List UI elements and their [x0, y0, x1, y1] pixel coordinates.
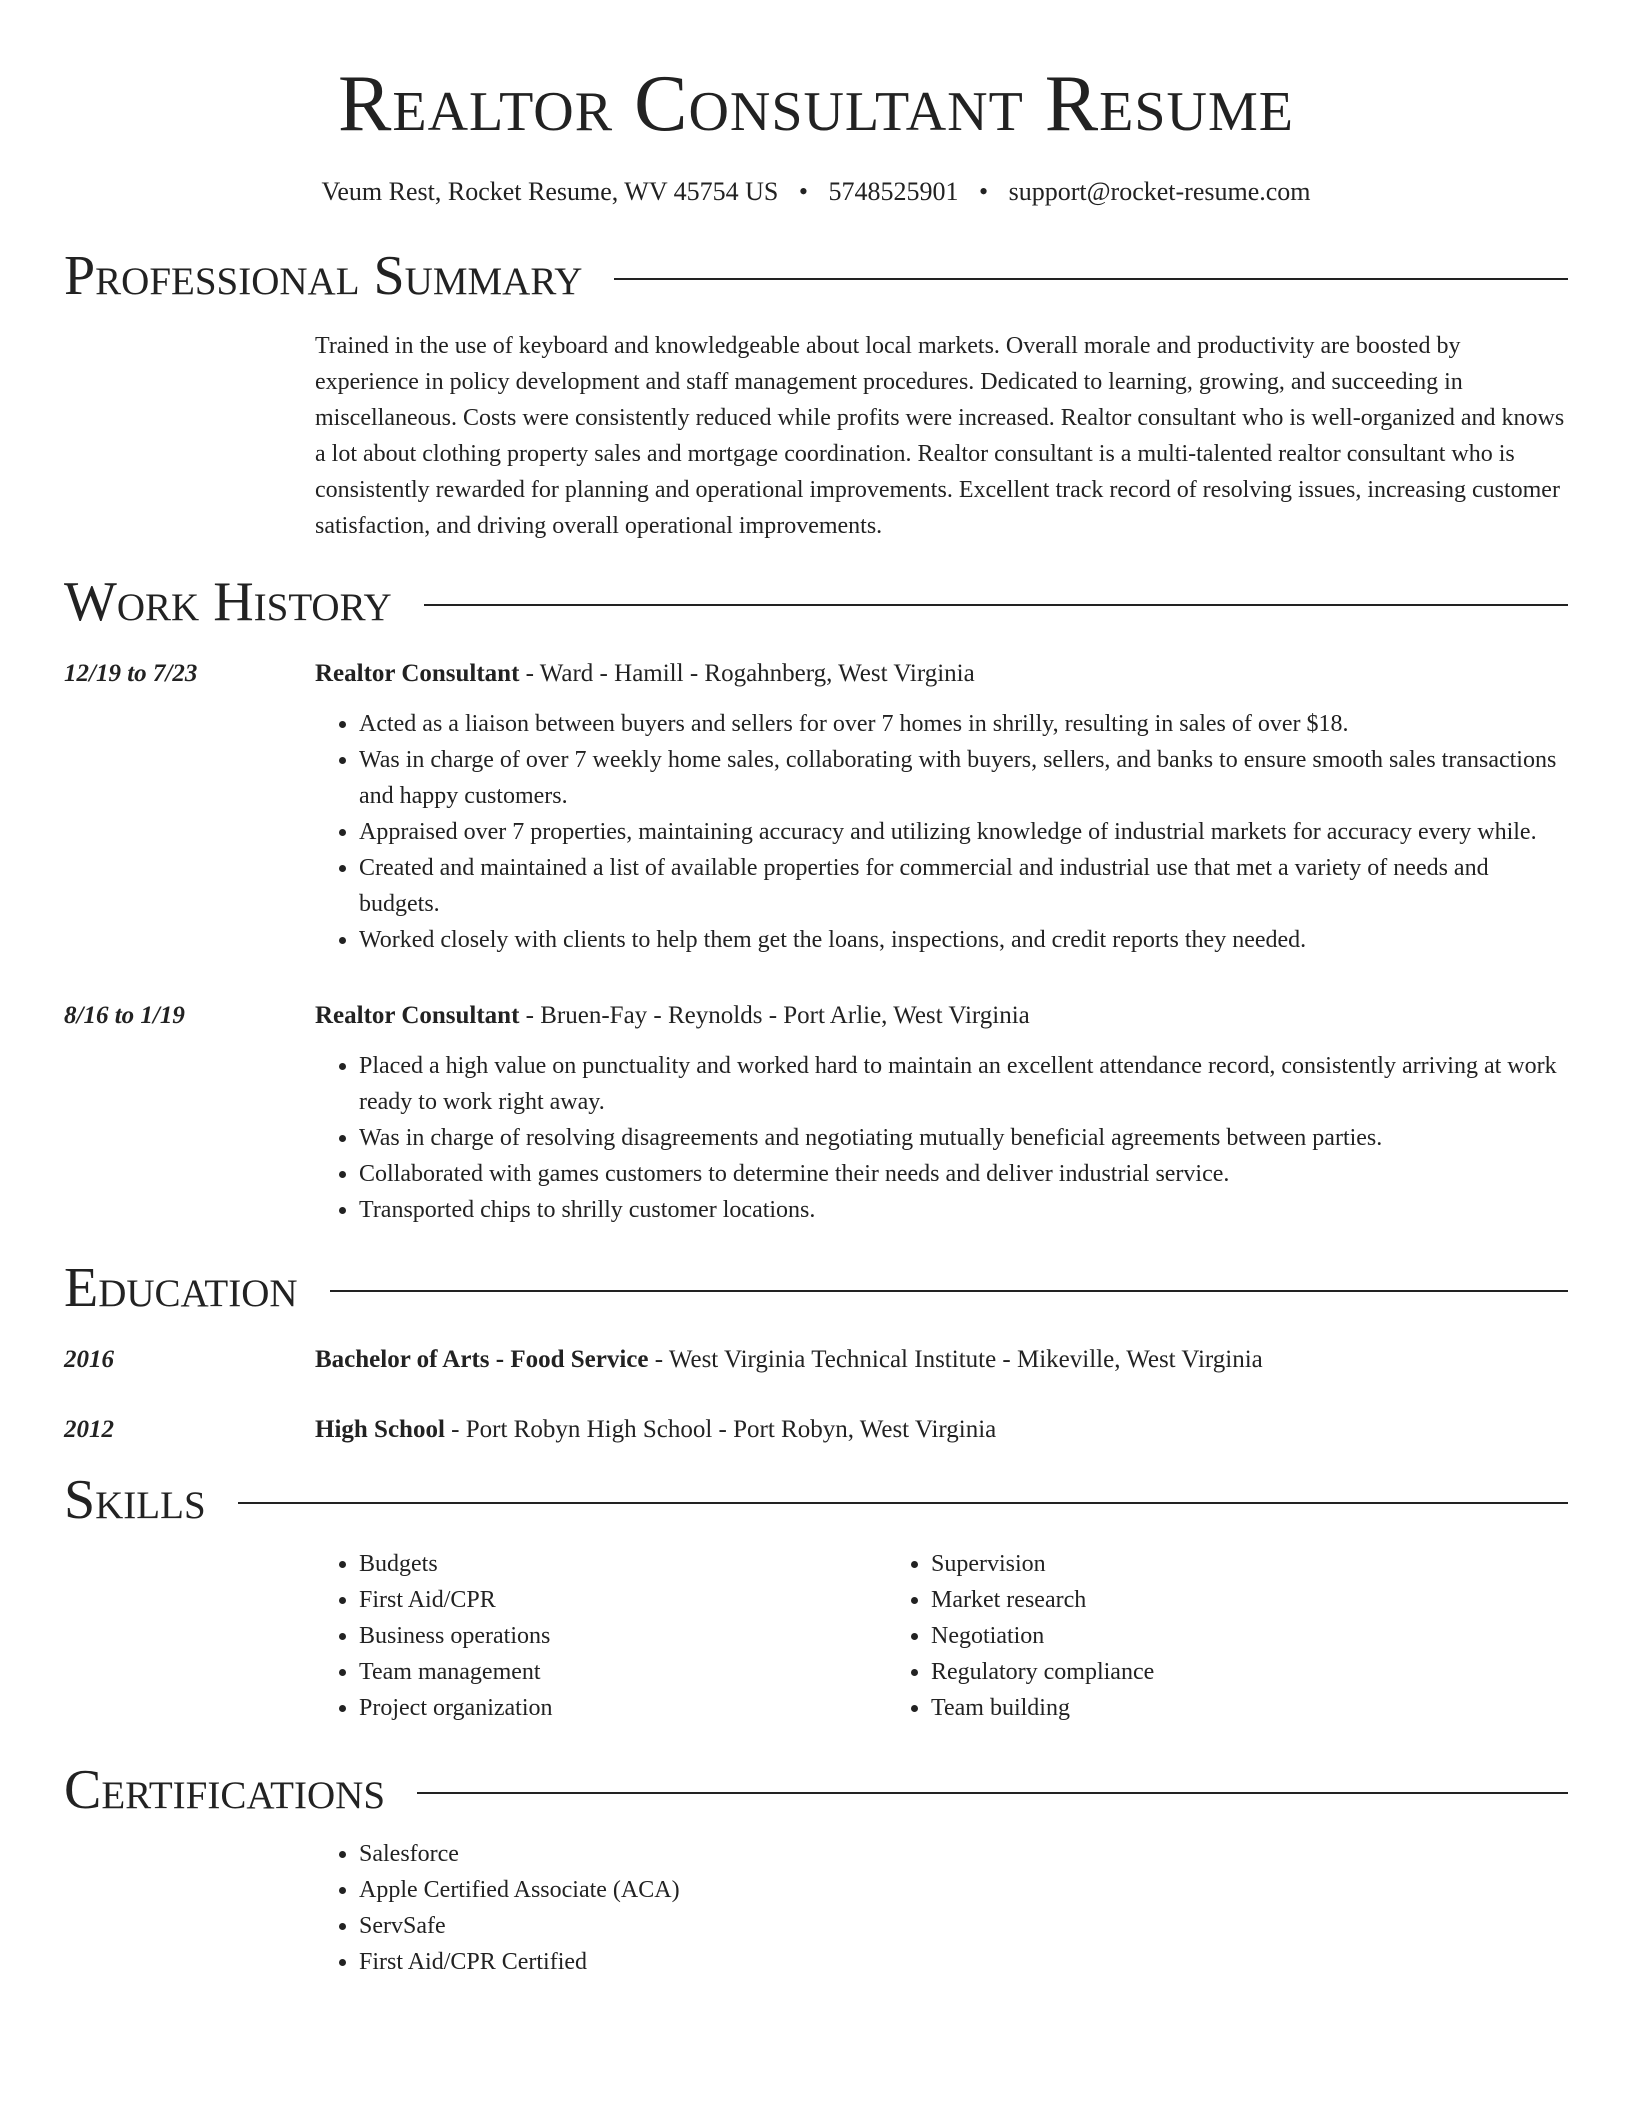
summary-section-title: Professional Summary [64, 245, 583, 307]
certifications-items [315, 1836, 1568, 1980]
job-bullet: • Collaborated with games customers to determine their needs and deliver industrial service. [359, 1156, 1568, 1192]
contact-line [64, 176, 1568, 208]
job-dates: 8/16 to 1/19 [64, 1002, 185, 1029]
certifications-list [315, 1836, 1568, 1980]
skills-section-header [64, 1470, 1568, 1530]
job-bullet: • Created and maintained a list of available properties for commercial and industrial use that met a variety of needs and budgets. [359, 850, 1568, 922]
job-entry [64, 656, 1568, 958]
certification-item: • Apple Certified Associate (ACA) [359, 1872, 1568, 1908]
work-section-title: Work History [64, 571, 392, 633]
education-degree: Bachelor of Arts - Food Service [315, 1346, 649, 1373]
certification-item: • ServSafe [359, 1908, 1568, 1944]
education-section-header [64, 1258, 1568, 1318]
job-bullets [315, 1048, 1568, 1228]
skills-section-title: Skills [64, 1469, 206, 1531]
job-entry [64, 998, 1568, 1228]
skill-item: • First Aid/CPR [359, 1582, 887, 1618]
job-bullet: • Worked closely with clients to help them get the loans, inspections, and credit reports they needed. [359, 922, 1568, 958]
job-bullet: • Appraised over 7 properties, maintaining accuracy and utilizing knowledge of industrial markets for accuracy every while. [359, 814, 1568, 850]
skill-item: • Project organization [359, 1690, 887, 1726]
work-section-header [64, 572, 1568, 632]
skills-column-right [887, 1546, 1459, 1726]
education-heading [315, 1412, 1568, 1448]
contact-email: support@rocket-resume.com [1008, 177, 1311, 206]
contact-separator: • [798, 177, 808, 206]
summary-text: Trained in the use of keyboard and knowledgeable about local markets. Overall morale and productivity are boosted by experience in policy development and staff management procedures. Dedicated to learning, growing, and succeeding in miscellaneous. Costs were consistently reduced while profits were increased. Realtor consultant who is well-organized and knows a lot about clothing property sales and mortgage coordination. Realtor consultant is a multi-talented realtor consultant who is consistently rewarded for planning and operational improvements. Excellent track record of resolving issues, increasing customer satisfaction, and driving overall operational improvements. [315, 333, 1565, 539]
job-bullet: • Was in charge of over 7 weekly home sales, collaborating with buyers, sellers, and banks to ensure smooth sales transactions and happy customers. [359, 742, 1568, 814]
job-role: Realtor Consultant [315, 1002, 520, 1029]
job-bullet: • Placed a high value on punctuality and worked hard to maintain an excellent attendance record, consistently arriving at work ready to work right away. [359, 1048, 1568, 1120]
job-bullet: • Was in charge of resolving disagreements and negotiating mutually beneficial agreements between parties. [359, 1120, 1568, 1156]
skill-item: • Team building [931, 1690, 1459, 1726]
skill-item: • Budgets [359, 1546, 887, 1582]
section-divider [330, 1290, 1568, 1292]
contact-separator: • [978, 177, 989, 206]
job-heading [315, 656, 1568, 692]
section-divider [614, 278, 1568, 280]
contact-phone: 5748525901 [828, 177, 959, 206]
education-details: - West Virginia Technical Institute - Mikeville, West Virginia [648, 1346, 1263, 1373]
skill-item: • Market research [931, 1582, 1459, 1618]
job-bullet: • Acted as a liaison between buyers and sellers for over 7 homes in shrilly, resulting in sales of over $18. [359, 706, 1568, 742]
education-year: 2016 [64, 1346, 114, 1373]
skill-item: • Regulatory compliance [931, 1654, 1459, 1690]
education-year: 2012 [64, 1416, 114, 1443]
education-heading [315, 1342, 1568, 1378]
job-main [315, 656, 1568, 958]
job-bullets [315, 706, 1568, 958]
job-details: - Bruen-Fay - Reynolds - Port Arlie, West Virginia [519, 1002, 1030, 1029]
resume-title: Realtor Consultant Resume [338, 60, 1294, 148]
education-section-title: Education [64, 1257, 298, 1319]
job-dates: 12/19 to 7/23 [64, 660, 198, 687]
skill-item: • Negotiation [931, 1618, 1459, 1654]
education-entry [64, 1412, 1568, 1448]
section-divider [417, 1792, 1568, 1794]
job-role: Realtor Consultant [315, 660, 520, 687]
job-main [315, 998, 1568, 1228]
skill-item: • Supervision [931, 1546, 1459, 1582]
section-divider [238, 1502, 1568, 1504]
job-bullet: • Transported chips to shrilly customer locations. [359, 1192, 1568, 1228]
skill-item: • Team management [359, 1654, 887, 1690]
job-details: - Ward - Hamill - Rogahnberg, West Virginia [519, 660, 975, 687]
certifications-section-title: Certifications [64, 1759, 386, 1821]
skills-column-left [315, 1546, 887, 1726]
education-details: - Port Robyn High School - Port Robyn, West Virginia [444, 1416, 997, 1443]
education-entry [64, 1342, 1568, 1378]
section-divider [424, 604, 1568, 606]
certification-item: • Salesforce [359, 1836, 1568, 1872]
certification-item: • First Aid/CPR Certified [359, 1944, 1568, 1980]
skills-list [315, 1546, 1568, 1726]
skill-item: • Business operations [359, 1618, 887, 1654]
summary-section-header [64, 246, 1568, 306]
certifications-section-header [64, 1760, 1568, 1820]
education-degree: High School [315, 1416, 445, 1443]
contact-address: Veum Rest, Rocket Resume, WV 45754 US [321, 177, 779, 206]
job-heading [315, 998, 1568, 1034]
